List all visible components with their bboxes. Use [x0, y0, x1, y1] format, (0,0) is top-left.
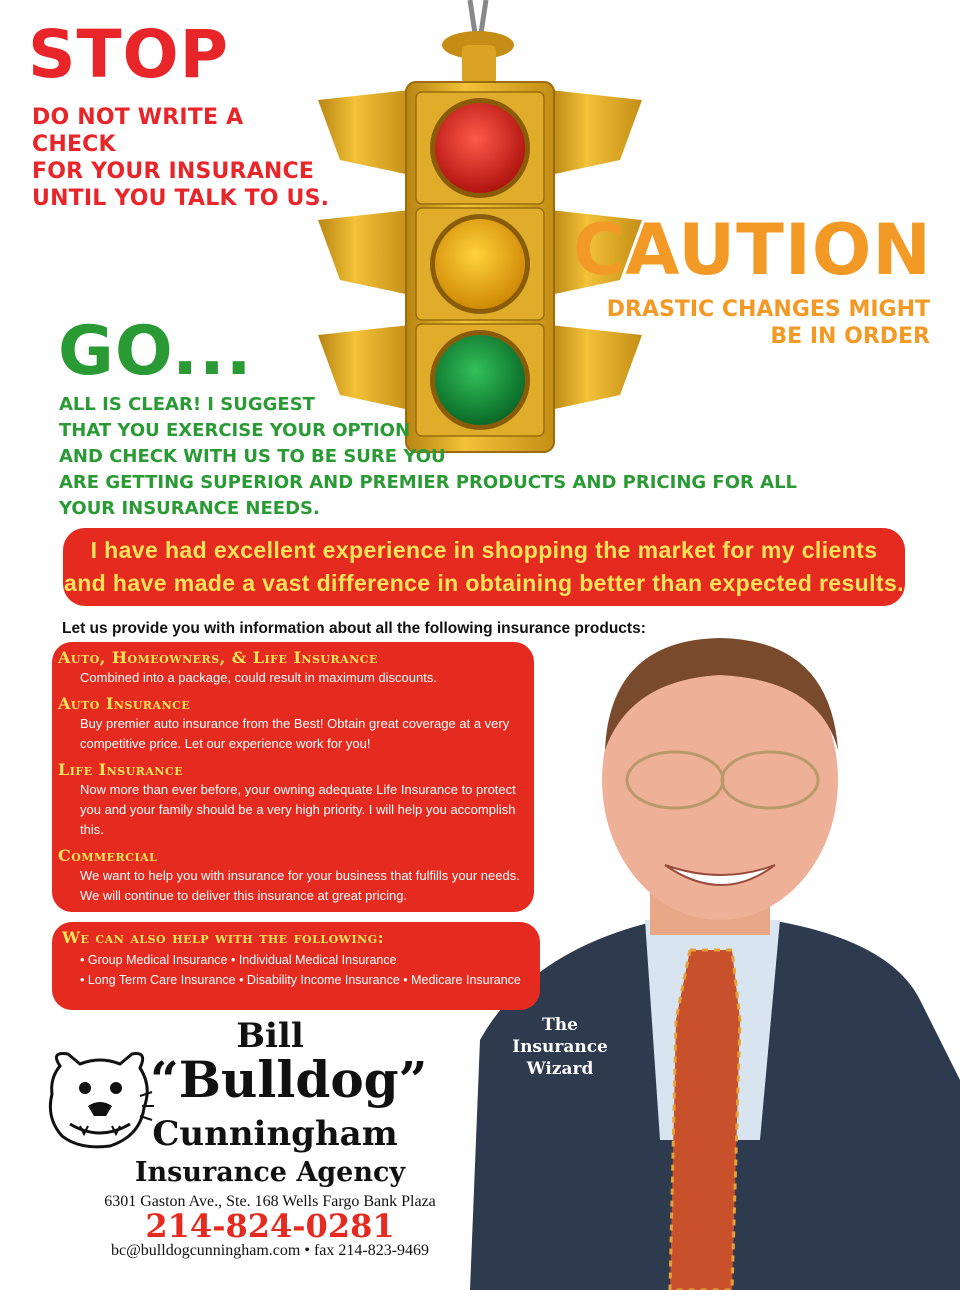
product-description: Buy premier auto insurance from the Best! Obtain great coverage at a very competitive price. Let our experience work for you!: [80, 716, 510, 751]
stop-subtitle: [32, 104, 332, 212]
bulldog-logo-icon: [40, 1046, 158, 1154]
caution-line: BE IN ORDER: [770, 324, 930, 349]
person-photo: [470, 620, 960, 1290]
agency-address: 6301 Gaston Ave., Ste. 168 Wells Fargo Bank Plaza: [104, 1193, 436, 1210]
caption-line: The Insurance: [512, 1015, 608, 1057]
product-item: [52, 694, 534, 754]
banner-line: and have made a vast difference in obtaining better than expected results.: [64, 570, 904, 596]
go-line: ARE GETTING SUPERIOR AND PREMIER PRODUCTS AND PRICING FOR ALL: [59, 472, 798, 493]
product-heading: Auto Insurance: [58, 694, 191, 713]
additional-services-line: • Long Term Care Insurance • Disability Income Insurance • Medicare Insurance: [80, 973, 521, 987]
go-line: THAT YOU EXERCISE YOUR OPTION: [59, 420, 411, 441]
stop-line: FOR YOUR INSURANCE: [32, 159, 315, 184]
agent-first-name: Bill: [236, 1016, 304, 1056]
go-subtitle: [59, 392, 797, 522]
caption-line: Wizard: [526, 1059, 594, 1079]
product-item: [52, 760, 534, 840]
go-line: ALL IS CLEAR! I SUGGEST: [59, 394, 315, 415]
caution-line: DRASTIC CHANGES MIGHT: [606, 297, 930, 322]
product-description: Now more than ever before, your owning adequate Life Insurance to protect you and your family should be a very high priority. I will help you accomplish this.: [80, 782, 516, 837]
products-intro: Let us provide you with information about all the following insurance products:: [62, 620, 646, 637]
go-line: AND CHECK WITH US TO BE SURE YOU: [59, 446, 446, 467]
stop-line: DO NOT WRITE A CHECK: [32, 105, 244, 157]
go-title: GO...: [58, 312, 253, 391]
products-panel: [52, 642, 534, 912]
additional-services-line: • Group Medical Insurance • Individual Medical Insurance: [80, 953, 397, 967]
product-item: [52, 648, 534, 688]
stop-title: STOP: [28, 16, 230, 93]
product-description: Combined into a package, could result in maximum discounts.: [80, 670, 437, 685]
product-heading: Commercial: [58, 846, 158, 865]
testimonial-banner: [63, 528, 905, 606]
product-heading: Life Insurance: [58, 760, 184, 779]
additional-services-panel: [52, 922, 540, 1010]
product-heading: Auto, Homeowners, & Life Insurance: [58, 648, 378, 667]
agency-name: Insurance Agency: [134, 1157, 406, 1188]
stop-line: UNTIL YOU TALK TO US.: [32, 186, 330, 211]
agent-nickname: “Bulldog”: [150, 1050, 428, 1109]
product-item: [52, 846, 534, 906]
product-description: We want to help you with insurance for your business that fulfills your needs. We will continue to deliver this insurance at great pricing.: [80, 868, 520, 903]
caution-subtitle: [607, 296, 930, 350]
banner-line: I have had excellent experience in shopping the market for my clients: [90, 537, 878, 563]
agent-last-name: Cunningham: [152, 1114, 398, 1154]
go-line: YOUR INSURANCE NEEDS.: [59, 498, 320, 519]
additional-services-heading: We can also help with the following:: [62, 928, 385, 947]
caution-title: CAUTION: [572, 209, 932, 291]
agency-contact[interactable]: bc@bulldogcunningham.com • fax 214-823-9469: [110, 1242, 430, 1259]
agency-phone[interactable]: 214-824-0281: [145, 1207, 395, 1245]
